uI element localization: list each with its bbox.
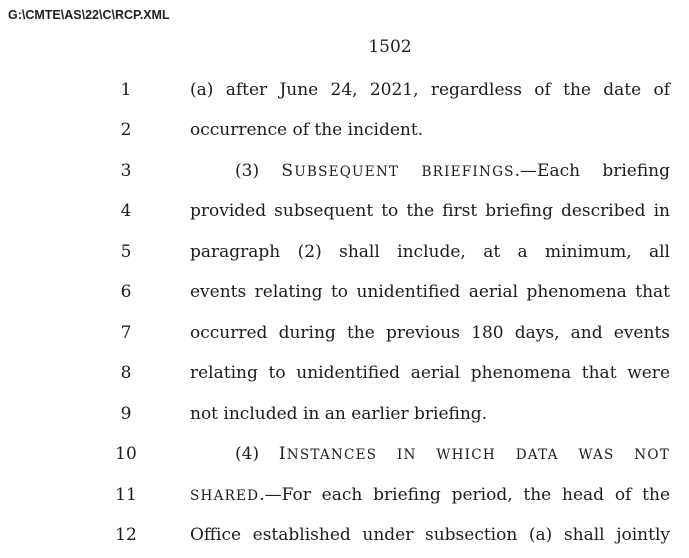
line-number: 11 xyxy=(115,484,137,505)
paragraph-heading-first-word: INSTANCES xyxy=(278,444,378,465)
line-text xyxy=(190,475,670,516)
file-path-header: G:\CMTE\AS\22\C\RCP.XML xyxy=(8,8,170,22)
line-text: not included in an earlier briefing. xyxy=(190,403,488,424)
page-number: 1502 xyxy=(368,37,412,57)
line-number: 8 xyxy=(120,363,132,384)
line-number: 4 xyxy=(120,201,132,222)
line-text: provided subsequent to the first briefing described in xyxy=(190,201,670,222)
line-number: 10 xyxy=(115,444,137,465)
line-2 xyxy=(0,110,689,150)
line-number: 5 xyxy=(120,241,132,262)
line-11 xyxy=(0,475,689,515)
paragraph-enumerator: (3) xyxy=(235,160,260,181)
paragraph-heading-first-word: SUBSEQUENT xyxy=(281,160,400,181)
line-text: Office established under subsection (a) shall jointly xyxy=(190,524,670,545)
line-text: occurred during the previous 180 days, and events xyxy=(190,322,670,343)
line-3 xyxy=(0,151,689,191)
line-text: occurrence of the incident. xyxy=(190,120,424,141)
line-number: 7 xyxy=(120,322,132,343)
line-8 xyxy=(0,353,689,393)
line-body-text: .—For each briefing period, the head of the xyxy=(259,484,670,505)
line-number: 9 xyxy=(120,403,132,424)
line-text: (a) after June 24, 2021, regardless of the date of xyxy=(190,80,670,100)
line-10 xyxy=(0,434,689,474)
paragraph-heading-continuation: SHARED xyxy=(190,487,260,504)
line-1 xyxy=(0,70,689,110)
paragraph-heading-rest: IN WHICH DATA WAS NOT xyxy=(396,447,671,464)
paragraph-enumerator: (4) xyxy=(235,444,260,465)
line-12 xyxy=(0,515,689,555)
line-number: 1 xyxy=(120,80,132,100)
paragraph-heading-rest: BRIEFINGS xyxy=(421,163,515,180)
line-5 xyxy=(0,232,689,272)
line-text xyxy=(190,434,670,475)
line-body-text: .—Each briefing xyxy=(514,160,670,181)
line-7 xyxy=(0,313,689,353)
line-text: paragraph (2) shall include, at a minimum, all xyxy=(190,241,670,262)
line-6 xyxy=(0,272,689,312)
line-number: 12 xyxy=(115,524,137,545)
line-text xyxy=(190,151,670,192)
line-number: 3 xyxy=(120,160,132,181)
line-number: 6 xyxy=(120,282,132,303)
line-4 xyxy=(0,191,689,231)
line-9 xyxy=(0,394,689,434)
line-text: events relating to unidentified aerial phenomena that xyxy=(190,282,670,303)
line-text: relating to unidentified aerial phenomena that were xyxy=(190,363,670,384)
line-number: 2 xyxy=(120,120,132,141)
